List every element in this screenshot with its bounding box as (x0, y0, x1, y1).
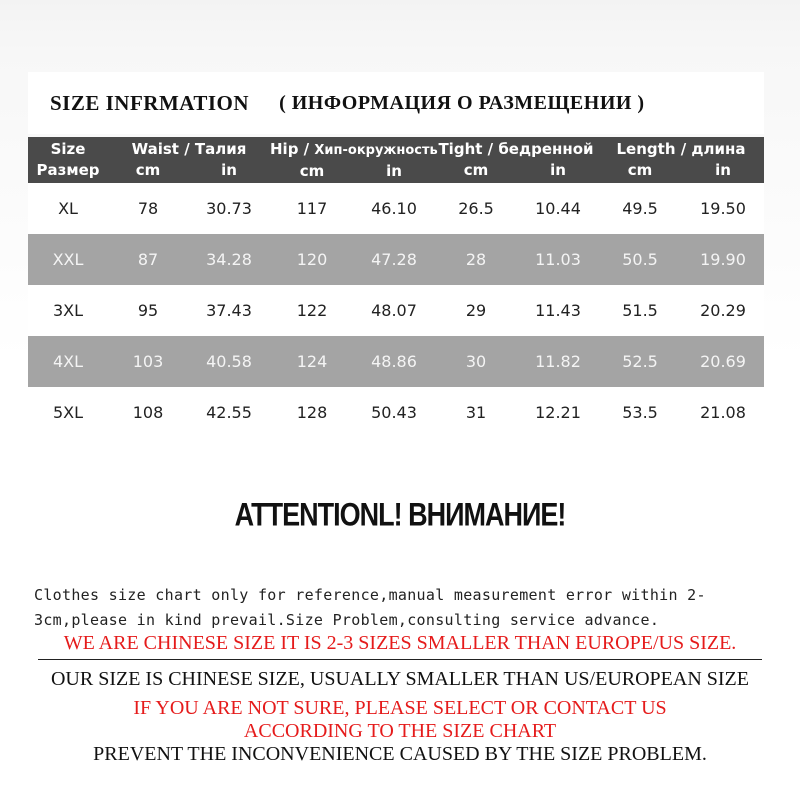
bottom-line-3: ACCORDING TO THE SIZE CHART (243, 720, 557, 742)
header-length-in: in (715, 161, 731, 179)
cell-hip-in: 50.43 (354, 387, 434, 438)
cell-waist-in: 34.28 (188, 234, 270, 285)
header-tight (434, 137, 598, 183)
cell-hip-in: 48.07 (354, 285, 434, 336)
table-row (28, 285, 764, 336)
cell-tight-in: 12.21 (518, 387, 598, 438)
header-waist-in: in (221, 161, 237, 179)
header-waist-cm: cm (135, 161, 161, 179)
cell-hip-cm: 128 (270, 387, 354, 438)
cell-hip-in: 46.10 (354, 183, 434, 234)
cell-waist-cm: 103 (108, 336, 188, 387)
cell-size: 3XL (28, 285, 108, 336)
cell-hip-cm: 124 (270, 336, 354, 387)
title-english: SIZE INFRMATION (50, 90, 250, 115)
header-length-cm: cm (627, 161, 653, 179)
cell-tight-cm: 26.5 (434, 183, 518, 234)
header-waist (108, 137, 270, 183)
cell-hip-cm: 122 (270, 285, 354, 336)
cell-waist-cm: 108 (108, 387, 188, 438)
cell-waist-cm: 87 (108, 234, 188, 285)
cell-waist-in: 30.73 (188, 183, 270, 234)
cell-length-cm: 49.5 (598, 183, 682, 234)
cell-tight-in: 11.03 (518, 234, 598, 285)
cell-tight-cm: 29 (434, 285, 518, 336)
header-hip (270, 137, 438, 183)
title-bar (28, 72, 764, 134)
bottom-line-4: PREVENT THE INCONVENIENCE CAUSED BY THE SIZE PROBLEM. (93, 743, 707, 765)
bottom-line-2: IF YOU ARE NOT SURE, PLEASE SELECT OR CONTACT US (133, 697, 667, 719)
header-size-en: Size (50, 140, 86, 158)
cell-length-cm: 52.5 (598, 336, 682, 387)
cell-size: XL (28, 183, 108, 234)
cell-waist-in: 37.43 (188, 285, 270, 336)
bottom-line-1: OUR SIZE IS CHINESE SIZE, USUALLY SMALLER THAN US/EUROPEAN SIZE (50, 668, 749, 690)
table-row (28, 336, 764, 387)
cell-size: 5XL (28, 387, 108, 438)
header-hip-ru: Хип-окружность (314, 142, 438, 158)
cell-length-cm: 53.5 (598, 387, 682, 438)
header-hip-en: Hip / (270, 139, 310, 158)
header-size (28, 137, 108, 183)
cell-waist-cm: 78 (108, 183, 188, 234)
cell-size: XXL (28, 234, 108, 285)
divider (38, 659, 762, 660)
header-tight-in: in (550, 161, 566, 179)
cell-length-cm: 51.5 (598, 285, 682, 336)
cell-tight-in: 11.82 (518, 336, 598, 387)
cell-length-in: 19.50 (682, 183, 764, 234)
cell-length-in: 20.69 (682, 336, 764, 387)
cell-length-in: 20.29 (682, 285, 764, 336)
cell-waist-cm: 95 (108, 285, 188, 336)
header-tight-label: Tight / бедренной (438, 140, 594, 158)
cell-length-in: 21.08 (682, 387, 764, 438)
reference-notice: Clothes size chart only for reference,manual measurement error within 2-3cm,please in kind prevail.Size Problem,consulting service advance. (34, 586, 706, 629)
cell-hip-cm: 117 (270, 183, 354, 234)
title-russian: ( ИНФОРМАЦИЯ О РАЗМЕЩЕНИИ ) (279, 91, 645, 114)
cell-tight-cm: 31 (434, 387, 518, 438)
cell-hip-in: 47.28 (354, 234, 434, 285)
table-row (28, 387, 764, 438)
cell-tight-in: 10.44 (518, 183, 598, 234)
cell-tight-in: 11.43 (518, 285, 598, 336)
header-tight-cm: cm (463, 161, 489, 179)
chinese-size-warning: WE ARE CHINESE SIZE IT IS 2-3 SIZES SMALLER THAN EUROPE/US SIZE. (63, 632, 737, 654)
cell-tight-cm: 28 (434, 234, 518, 285)
cell-tight-cm: 30 (434, 336, 518, 387)
size-table (28, 137, 764, 438)
cell-hip-cm: 120 (270, 234, 354, 285)
header-size-ru: Размер (36, 161, 100, 179)
cell-length-in: 19.90 (682, 234, 764, 285)
table-header (28, 137, 764, 183)
header-length-label: Length / длина (616, 140, 746, 158)
attention-heading: ATTENTIONL! ВНИМАНИЕ! (234, 496, 566, 533)
header-length (598, 137, 764, 183)
cell-waist-in: 40.58 (188, 336, 270, 387)
table-row (28, 234, 764, 285)
cell-size: 4XL (28, 336, 108, 387)
header-waist-label: Waist / Талия (131, 140, 247, 158)
cell-waist-in: 42.55 (188, 387, 270, 438)
cell-length-cm: 50.5 (598, 234, 682, 285)
header-hip-cm: cm (299, 161, 325, 180)
header-hip-in: in (386, 161, 402, 180)
cell-hip-in: 48.86 (354, 336, 434, 387)
table-row (28, 183, 764, 234)
